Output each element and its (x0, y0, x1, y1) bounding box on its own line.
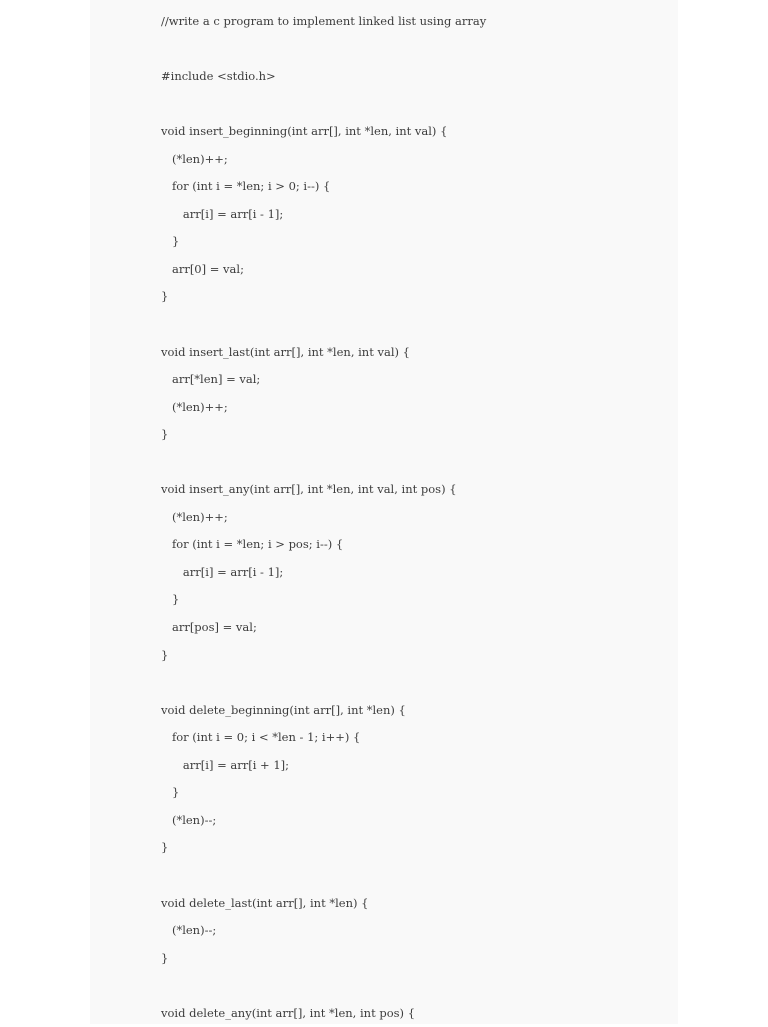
code-line: } (161, 840, 169, 855)
code-line (161, 669, 486, 697)
code-line: void insert_any(int arr[], int *len, int val, int pos) { (161, 482, 457, 497)
code-line: arr[i] = arr[i - 1]; (161, 564, 284, 579)
code-line (161, 862, 486, 890)
code-line: (*len)--; (161, 923, 217, 938)
code-line: (*len)++; (161, 151, 228, 166)
code-line: //write a c program to implement linked list using array (161, 14, 487, 28)
code-line: (*len)++; (161, 399, 228, 414)
code-line (161, 972, 486, 1000)
code-line: } (161, 785, 180, 800)
code-line: #include <stdio.h> (161, 69, 276, 84)
code-line: void delete_any(int arr[], int *len, int pos) { (161, 1005, 416, 1020)
code-line: arr[*len] = val; (161, 372, 261, 387)
code-listing (161, 8, 486, 1027)
code-line (161, 36, 486, 64)
code-line: } (161, 950, 169, 965)
code-line: for (int i = *len; i > 0; i--) { (161, 179, 331, 194)
code-line (161, 449, 486, 477)
code-line: } (161, 289, 169, 304)
code-line: void delete_beginning(int arr[], int *len) { (161, 702, 406, 717)
code-line: (*len)--; (161, 812, 217, 827)
code-line (161, 91, 486, 119)
code-line: } (161, 647, 169, 662)
code-line: for (int i = 0; i < *len - 1; i++) { (161, 730, 361, 745)
code-line: arr[i] = arr[i - 1]; (161, 206, 284, 221)
code-line: } (161, 234, 180, 249)
code-line: void insert_last(int arr[], int *len, int val) { (161, 344, 410, 359)
code-line: void insert_beginning(int arr[], int *len, int val) { (161, 124, 448, 139)
code-line: } (161, 592, 180, 607)
code-line: } (161, 427, 169, 442)
code-line: arr[0] = val; (161, 261, 244, 276)
code-line: void delete_last(int arr[], int *len) { (161, 895, 369, 910)
code-line: arr[pos] = val; (161, 620, 257, 635)
code-line (161, 311, 486, 339)
code-line: (*len)++; (161, 509, 228, 524)
code-line: for (int i = *len; i > pos; i--) { (161, 537, 344, 552)
code-line: arr[i] = arr[i + 1]; (161, 757, 290, 772)
